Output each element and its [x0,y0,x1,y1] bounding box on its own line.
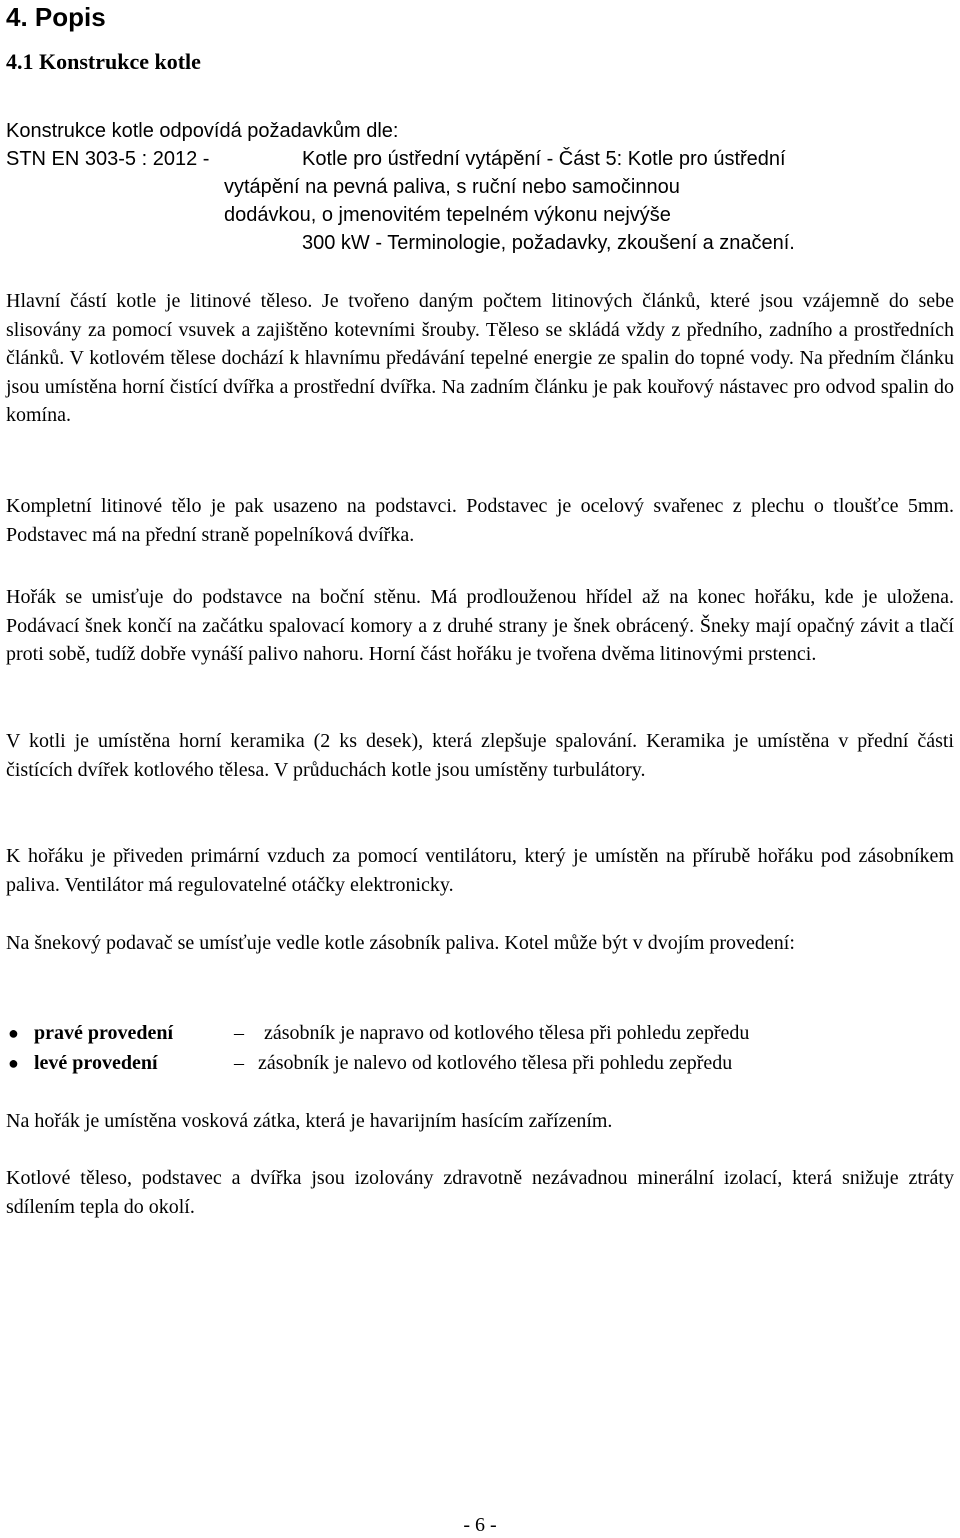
section-heading: 4. Popis [6,2,106,32]
variant-list [6,1018,954,1078]
standard-code: STN EN 303-5 : 2012 - [6,148,210,170]
standard-row [6,201,956,229]
page-number: - 6 - [463,1514,497,1536]
standard-row [6,173,956,201]
bullet-icon: ● [8,1023,19,1043]
standard-title-line: 300 kW - Terminologie, požadavky, zkoušení a značení. [302,232,795,254]
variant-description: zásobník je napravo od kotlového tělesa při pohledu zepředu [264,1022,750,1044]
variant-name: pravé provedení [34,1022,174,1044]
paragraph-safety: Na hořák je umístěna vosková zátka, která je havarijním hasícím zařízením. [6,1110,613,1132]
variant-name: levé provedení [34,1052,158,1074]
standard-row [6,145,956,173]
list-item [6,1048,954,1078]
intro-line: Konstrukce kotle odpovídá požadavkům dle: [6,120,399,142]
dash: – [234,1052,244,1074]
dash: – [234,1022,244,1044]
paragraph-feeder: Na šnekový podavač se umísťuje vedle kotle zásobník paliva. Kotel může být v dvojím provedení: [6,932,795,954]
subsection-heading: 4.1 Konstrukce kotle [6,49,201,74]
standards-intro [6,117,956,257]
standard-title-line: dodávkou, o jmenovitém tepelném výkonu nejvýše [224,204,671,226]
paragraph-burner: Hořák se umisťuje do podstavce na boční stěnu. Má prodlouženou hřídel až na konec hořáku, kde je uložena. Podávací šnek končí na začátku spalovací komory a z druhé strany je šnek obrácený. Šneky mají opačný závit a tlačí proti sobě, tudíž dobře vynáší palivo nahoru. Horní část hořáku je tvořena dvěma litinovými prstenci. [6,586,954,665]
standard-title-line: Kotle pro ústřední vytápění - Část 5: Kotle pro ústřední [302,148,786,170]
standard-title-line: vytápění na pevná paliva, s ruční nebo samočinnou [224,176,680,198]
paragraph-body: Hlavní částí kotle je litinové těleso. Je tvořeno daným počtem litinových článků, které jsou vzájemně do sebe slisovány za pomocí vsuvek a zajištěno kotevními šrouby. Těleso se skládá vždy z předního, zadního a prostředních článků. V kotlovém tělese dochází k hlavnímu předávání tepelné energie ze spalin do topné vody. Na předním článku jsou umístěna horní čistící dvířka a prostřední dvířka. Na zadním článku je pak kouřový nástavec pro odvod spalin do komína. [6,290,954,426]
variant-description: zásobník je nalevo od kotlového tělesa při pohledu zepředu [258,1052,733,1074]
standard-row [6,229,956,257]
paragraph-fan: K hořáku je přiveden primární vzduch za pomocí ventilátoru, který je umístěn na přírubě hořáku pod zásobníkem paliva. Ventilátor má regulovatelné otáčky elektronicky. [6,845,954,896]
paragraph-insulation: Kotlové těleso, podstavec a dvířka jsou izolovány zdravotně nezávadnou minerální izolací, která snižuje ztráty sdílením tepla do okolí. [6,1167,954,1218]
paragraph-base: Kompletní litinové tělo je pak usazeno na podstavci. Podstavec je ocelový svařenec z plechu o tloušťce 5mm. Podstavec má na přední straně popelníková dvířka. [6,495,954,546]
list-item [6,1018,954,1048]
paragraph-ceramics: V kotli je umístěna horní keramika (2 ks desek), která zlepšuje spalování. Keramika je umístěna v přední části čistících dvířek kotlového tělesa. V průduchách kotle jsou umístěny turbulátory. [6,730,954,781]
bullet-icon: ● [8,1053,19,1073]
